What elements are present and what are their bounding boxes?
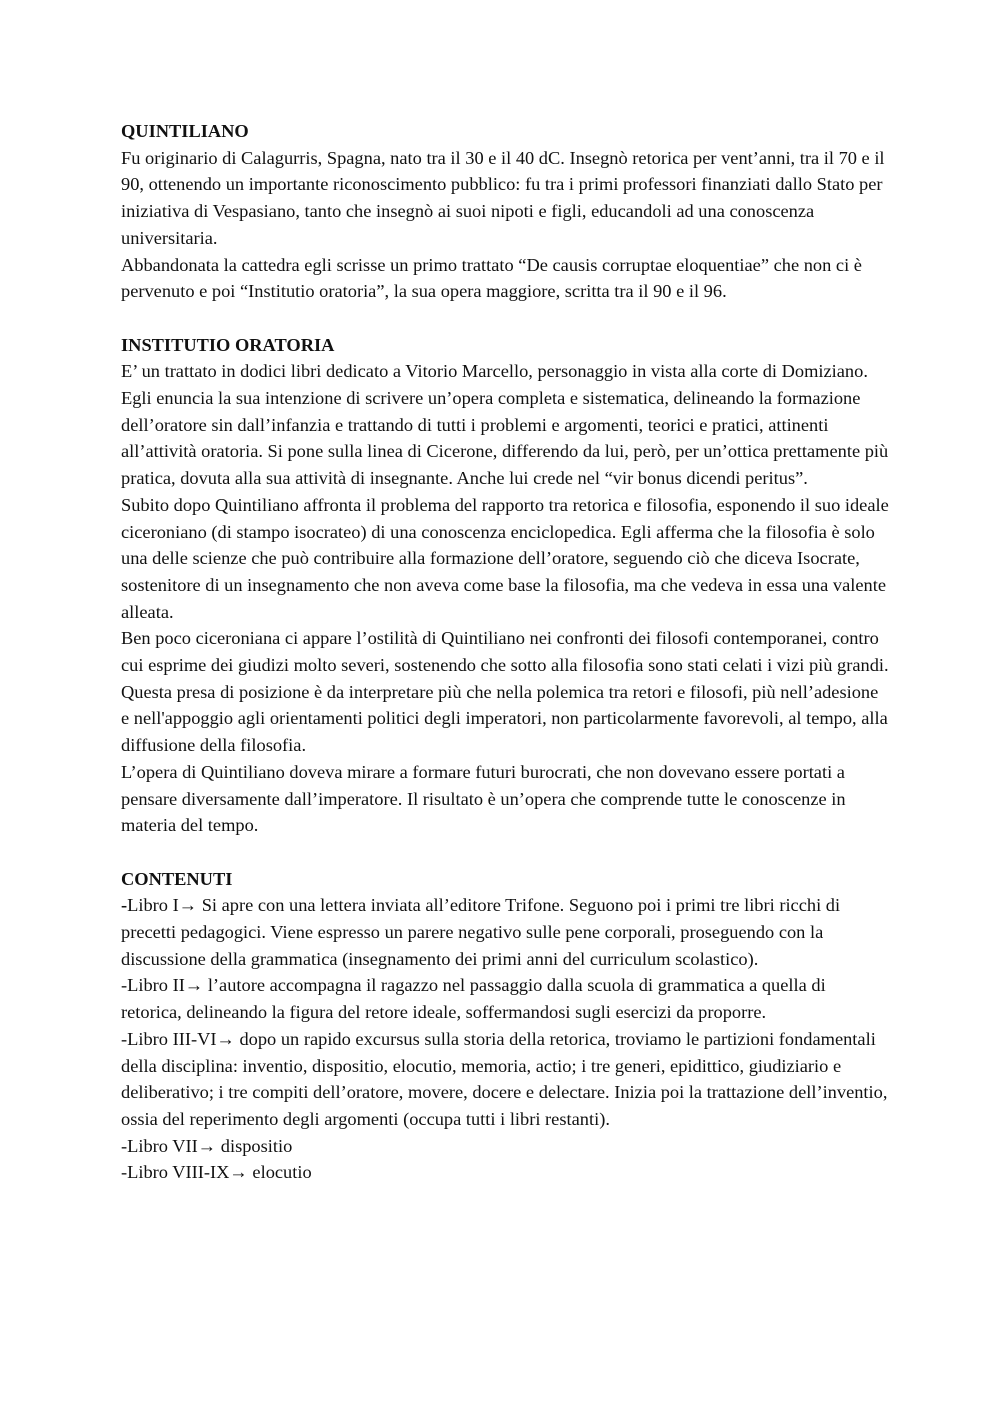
paragraph-bureaucrats: L’opera di Quintiliano doveva mirare a formare futuri burocrati, che non dovevano essere portati a pensare diversamente dall’imperatore. Il risultato è un’opera che comprende tutte le conoscenze in materia del tempo. (121, 761, 846, 836)
paragraph-biography: Fu originario di Calagurris, Spagna, nato tra il 30 e il 40 dC. Insegnò retorica per vent’anni, tra il 70 e il 90, ottenendo un importante riconoscimento pubblico: fu tra i primi professori finanziati dallo Stato per iniziativa di Vespasiano, tanto che insegnò ai suoi nipoti e figli, educandoli ad una conoscenza universitaria. (121, 147, 885, 248)
list-item-libro-vii (121, 1133, 891, 1160)
paragraph-philosophy: Subito dopo Quintiliano affronta il problema del rapporto tra retorica e filosofia, esponendo il suo ideale ciceroniano (di stampo isocrateo) di una conoscenza enciclopedica. Egli afferma che la filosofia è solo una delle scienze che può contribuire alla formazione dell’oratore, seguendo ciò che diceva Isocrate, sostenitore di un insegnamento che non aveva come base la filosofia, ma che vedeva in essa una valente alleata. (121, 494, 889, 622)
section-heading-quintiliano: QUINTILIANO (121, 121, 249, 141)
section-heading-contenuti: CONTENUTI (121, 868, 233, 889)
paragraph-treatise: E’ un trattato in dodici libri dedicato a Vitorio Marcello, personaggio in vista alla corte di Domiziano. Egli enuncia la sua intenzione di scrivere un’opera completa e sistematica, delineando la formazione dell’oratore sin dall’infanzia e trattando di tutti i problemi e argomenti, teorici e pratici, attinenti all’attività oratoria. Si pone sulla linea di Cicerone, differendo da lui, però, per un’ottica prettamente più pratica, dovuta alla sua attività di insegnante. Anche lui crede nel “vir bonus dicendi peritus”. (121, 361, 889, 489)
list-dash: - (121, 1135, 128, 1156)
list-dash: - (121, 895, 128, 916)
list-item-text: Libro VII→ dispositio (127, 1135, 293, 1156)
list-item-text: Libro VIII-IX→ elocutio (127, 1162, 312, 1183)
list-item-libro-iii-vi (121, 1026, 891, 1133)
list-item-text: Libro I→ Si apre con una lettera inviata all’editore Trifone. Seguono poi i primi tre libri ricchi di precetti pedagogici. Viene espresso un parere negativo sulle pene corporali, proseguendo con la discussione della grammatica (insegnamento dei primi anni del curriculum scolastico). (121, 895, 841, 969)
list-item-text: Libro III-VI→ dopo un rapido excursus sulla storia della retorica, troviamo le partizioni fondamentali della disciplina: inventio, dispositio, elocutio, memoria, actio; i tre generi, epidittico, giudiziario e deliberativo; i tre compiti dell’oratore, movere, docere e delectare. Inizia poi la trattazione dell’inventio, ossia del reperimento degli argomenti (occupa tutti i libri restanti). (121, 1028, 888, 1129)
list-item-libro-viii-ix (121, 1159, 891, 1186)
list-item-text: Libro II→ l’autore accompagna il ragazzo nel passaggio dalla scuola di grammatica a quella di retorica, delineando la figura del retore ideale, soffermandosi sugli esercizi da proporre. (121, 975, 826, 1023)
section-heading-institutio: INSTITUTIO ORATORIA (121, 334, 335, 355)
list-dash: - (121, 1162, 128, 1183)
paragraph-works: Abbandonata la cattedra egli scrisse un primo trattato “De causis corruptae eloquentiae” che non ci è pervenuto e poi “Institutio oratoria”, la sua opera maggiore, scritta tra il 90 e il 96. (121, 254, 862, 302)
section-spacer (121, 305, 891, 332)
section-spacer (121, 839, 891, 866)
list-item-libro-i (121, 892, 891, 972)
list-dash: - (121, 1028, 128, 1049)
list-item-libro-ii (121, 972, 891, 1025)
document-page (121, 118, 891, 1186)
paragraph-hostility: Ben poco ciceroniana ci appare l’ostilità di Quintiliano nei confronti dei filosofi contemporanei, contro cui esprime dei giudizi molto severi, sostenendo che sotto alla filosofia sono stati celati i vizi più grandi. Questa presa di posizione è da interpretare più che nella polemica tra retori e filosofi, più nell’adesione e nell'appoggio agli orientamenti politici degli imperatori, non particolarmente favorevoli, al tempo, alla diffusione della filosofia. (121, 628, 889, 756)
list-dash: - (121, 975, 128, 996)
